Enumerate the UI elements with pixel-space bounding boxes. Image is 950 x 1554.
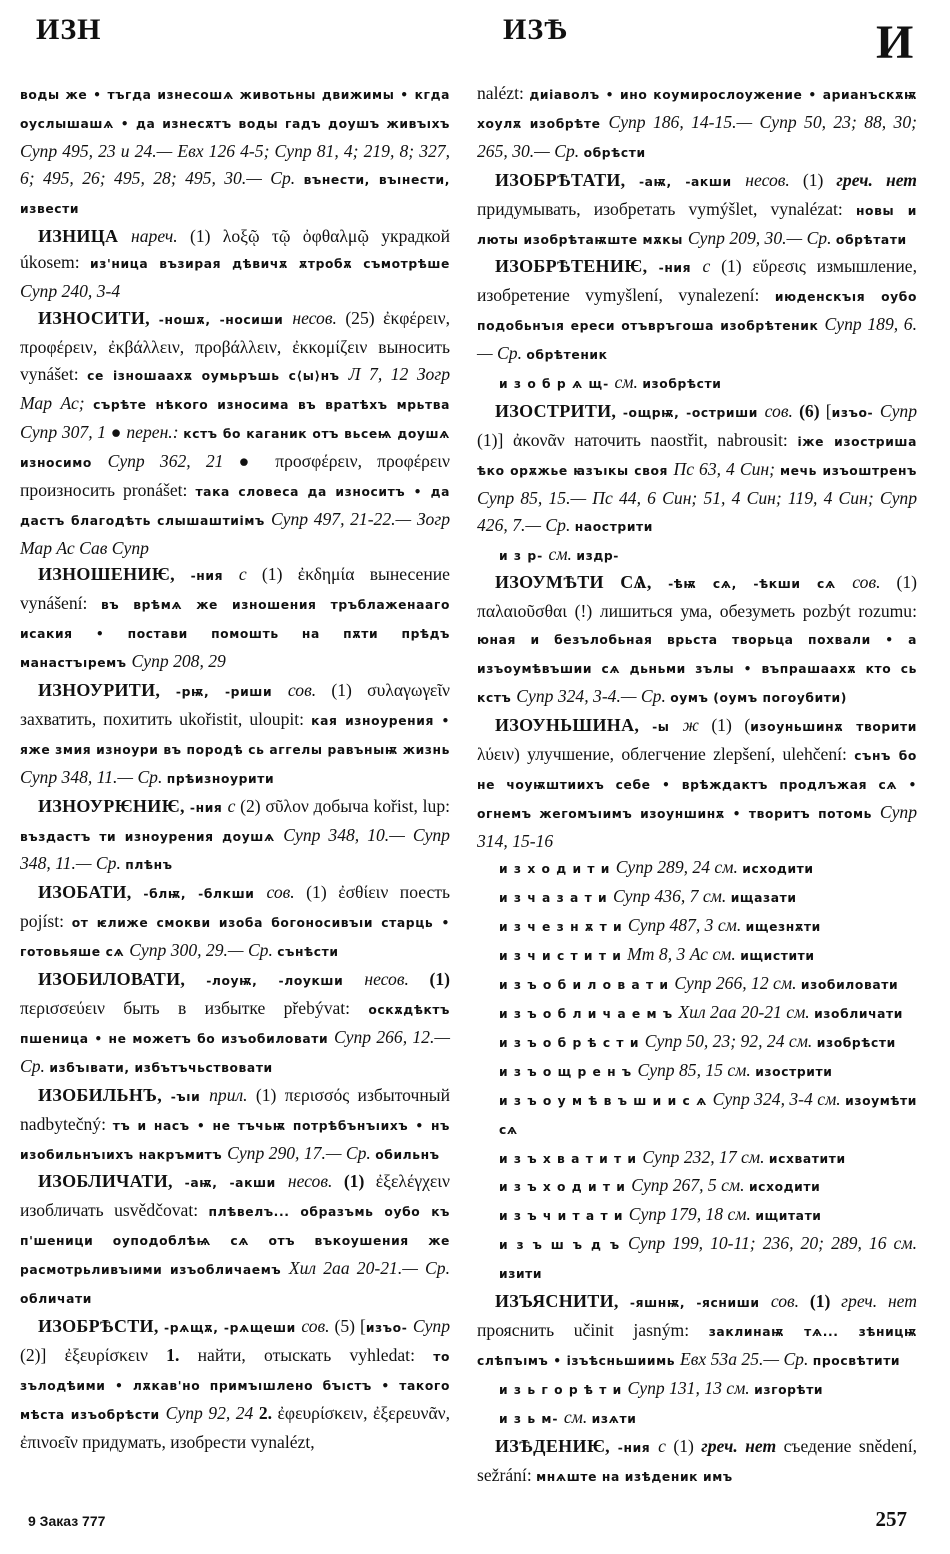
spaced-variant: и з ъ х о д и т и <box>499 1180 632 1195</box>
italic-text: несов. <box>292 308 346 329</box>
italic-text: Мт 8, 3 Ас см. <box>627 944 741 965</box>
headword: ИЗОБИЛОВАТИ, <box>38 969 207 990</box>
gloss-text: ἐξελέγχειν изобличать usvědčovat: <box>20 1171 450 1221</box>
slavonic-text: юная и безълобьная врьста творьца похвали • а изъоумѣвъшии сѧ дьньми зълы • въпрашаахѫ кто сь кстъ <box>477 633 917 706</box>
italic-text: Хил 2аа 20-21 см. <box>678 1002 815 1022</box>
italic-text: Супр 348, 11.— Ср. <box>20 766 167 787</box>
dictionary-entry <box>477 569 917 712</box>
italic-text: сов. <box>852 572 897 593</box>
dictionary-entry <box>20 561 450 677</box>
italic-text: сов. <box>287 680 332 701</box>
italic-text: Супр 300, 29.— Ср. <box>129 940 278 961</box>
italic-text: Супр 50, 23; 92, 24 см. <box>644 1030 817 1051</box>
slavonic-text: изострити <box>755 1064 833 1079</box>
cross-reference-entry <box>477 1086 917 1144</box>
cross-reference-entry <box>477 369 917 398</box>
slavonic-text: сънъ бо не чоуѭштиихъ себе • врѣждактъ продлъжая сѧ • огнемъ жегомъıимъ изоуншинѫ • творитъ потомь <box>477 748 917 821</box>
bold-number: (1) <box>429 969 450 990</box>
gloss-text: (1) εὕρεσις измышление, изобретение vymyšlení, vynalezení: <box>477 256 917 306</box>
slavonic-text: кстъ бо каганик отъ вьсеѩ доушѧ износимо <box>20 426 451 470</box>
italic-text: Супр 232, 17 см. <box>642 1146 769 1167</box>
cross-reference-entry <box>477 1230 917 1288</box>
bold-number: (6) <box>799 400 826 421</box>
italic-text: Супр 289, 24 см. <box>615 857 743 878</box>
spaced-variant: и з ъ ш ъ д ъ <box>499 1238 629 1253</box>
gloss-text: ἐφευρίσκειν, ἐξερευνᾶν, ἐπινοεῖν придумать, изобрести vynalézt, <box>20 1402 451 1452</box>
slavonic-text: тъ и насъ • не тъчьѭ потрѣбънъıихъ • нъ изобильнъıихъ накръмитъ <box>20 1118 450 1162</box>
slavonic-text: изобрѣсти <box>642 377 722 392</box>
spaced-variant: и з ъ о б и л о в а т и <box>499 978 675 993</box>
headword: ИЗОБРѢТАТИ, <box>495 169 639 190</box>
italic-text: Супр 348, 10.— Супр 348, 11.— Ср. <box>20 824 450 874</box>
italic-text: Супр 85, 15 см. <box>637 1059 756 1080</box>
gloss-text: (1)] ἀκονᾶν наточить naostřit, nabrousit: <box>477 429 798 450</box>
italic-text: см. <box>614 372 643 393</box>
slavonic-text: новы и люты изобрѣтаѭште мѫкы <box>477 203 918 247</box>
slavonic-text: изобличати <box>814 1007 903 1021</box>
italic-text: Евх 53а 25.— Ср. <box>680 1348 813 1369</box>
italic-text: сов. <box>266 882 307 903</box>
slavonic-text: ищистити <box>740 949 815 964</box>
slavonic-text: избъıвати, избътъчьствовати <box>49 1060 273 1075</box>
slavonic-text: просвѣтити <box>812 1353 901 1368</box>
italic-text: Супр 324, 3-4.— Ср. <box>516 686 671 707</box>
gloss-text: λύειν) улучшение, облегчение zlepšení, ulehčení: <box>477 743 855 764</box>
italic-text: несов. <box>364 969 430 990</box>
slavonic-text: диіаволъ • ино коумирослоужение • арианъскѫѭ хоулѫ изобрѣте <box>477 88 917 131</box>
gloss-text: [ <box>825 400 832 421</box>
slavonic-text: -ѣѭ сѧ, -ѣкши сѧ <box>668 577 853 592</box>
cross-reference-entry <box>477 541 917 570</box>
italic-text: Супр <box>412 1315 450 1336</box>
gloss-text: (1) περισσός избыточный nadbytečný: <box>20 1084 450 1134</box>
slavonic-text: изоумѣти сѧ <box>499 1093 917 1137</box>
spaced-variant: и з ъ х в а т и т и <box>499 1151 643 1166</box>
dictionary-entry <box>477 167 917 254</box>
slavonic-text: -ния <box>617 1440 659 1455</box>
gloss-text: (5) [ <box>334 1315 366 1336</box>
bold-italic-note: греч. нет <box>836 169 917 190</box>
gloss-text: nalézt: <box>477 83 530 103</box>
spaced-variant: и з ъ о щ р е н ъ <box>499 1064 638 1079</box>
spaced-variant: и з ъ ч и т а т и <box>499 1209 629 1224</box>
slavonic-text: -ы <box>652 719 683 734</box>
spaced-variant: и з ч е з н ѫ т и <box>499 920 628 935</box>
slavonic-text: обрѣтати <box>835 232 907 247</box>
dictionary-entry <box>20 223 450 306</box>
slavonic-text: -ния <box>658 261 703 276</box>
bold-number: (1) <box>343 1171 376 1192</box>
headword: ИЗНИЦА <box>38 225 131 246</box>
spaced-variant: и з ч а з а т и <box>499 891 613 906</box>
slavonic-text: обрѣсти <box>583 145 646 160</box>
headword: ИЗЪЯСНИТИ, <box>495 1291 630 1312</box>
gloss-text: ● προσφέρειν, προφέρειν произносить pronášet: <box>20 450 450 500</box>
cross-reference-entry <box>477 1172 917 1201</box>
gloss-text: (1) συλαγωγεῖν захватить, похитить ukořistit, uloupit: <box>20 680 451 729</box>
gloss-text: (25) ἐκφέρειν, προφέρειν, ἐκβάλλειν, προβάλλειν, ἐκκομίζειν выносить vynášet: <box>20 308 450 385</box>
slavonic-text: из'ница възирая дѣвичѫ ѫтробѫ съмотрѣше <box>90 257 450 272</box>
slavonic-text: іже изостриша ѣко орѫжье ꙗзъıкы своя <box>477 434 917 478</box>
slavonic-text: от ѥлиже смокви изоба богоносивъıи старць • готовьяше сѧ <box>20 916 450 960</box>
spaced-variant: и з ъ о у м ѣ в ъ ш и и с ѧ <box>499 1093 713 1108</box>
slavonic-text: оскѫдѣктъ пшеница • не можетъ бо изъобиловати <box>20 1003 450 1046</box>
spaced-variant: и з ь м- <box>499 1411 564 1426</box>
dictionary-entry <box>20 80 450 223</box>
slavonic-text: -ния <box>190 569 239 584</box>
slavonic-text: издр- <box>576 548 619 563</box>
bold-number: 2. <box>258 1402 278 1423</box>
italic-text: Супр 290, 17.— Ср. <box>227 1142 376 1163</box>
headword: ИЗОБАТИ, <box>38 882 144 903</box>
italic-text: сов. <box>770 1291 810 1312</box>
gloss-text: (1) παλαιοῦσθαι (!) лишиться ума, обезуметь pozbýt rozumu: <box>477 572 918 622</box>
italic-text: Супр 362, 21 <box>107 450 239 471</box>
gloss-text: (1) <box>802 169 837 190</box>
slavonic-text: се ізношаахѫ оумьръшь с⟨ы⟩нъ <box>87 369 349 384</box>
cross-reference-entry <box>477 1404 917 1433</box>
dictionary-entry <box>477 398 917 541</box>
gloss-text: (2) σῦλον добыча kořist, lup: <box>240 795 450 816</box>
slavonic-text: въ врѣмѧ же изношения тръблаженааго исакия • постави помошть на пѫти прѣдъ манастъıремъ <box>20 598 451 671</box>
italic-text: Супр 267, 5 см. <box>631 1175 749 1196</box>
page-footer <box>20 1506 907 1553</box>
italic-text: с <box>658 1435 674 1456</box>
slavonic-text: изъо- <box>831 405 880 420</box>
slavonic-text: -ъıи <box>170 1089 210 1104</box>
slavonic-text: изъо- <box>365 1320 413 1335</box>
italic-text: Супр 199, 10-11; 236, 20; 289, 16 см. <box>628 1233 917 1254</box>
slavonic-text: сънѣсти <box>277 945 339 960</box>
italic-text: Л 7, 12 Зогр Мар Ас; <box>20 364 450 413</box>
spaced-variant: и з ъ о б р ѣ с т и <box>499 1035 645 1050</box>
dictionary-entry <box>20 879 450 966</box>
italic-text: несов. <box>745 169 803 190</box>
dictionary-entry <box>20 1313 450 1456</box>
slavonic-text: -аѭ, -акши <box>638 174 746 189</box>
slavonic-text: -ощрѭ, -остриши <box>622 405 765 420</box>
headword: ИЗНОУРѤНИѤ, <box>38 795 190 816</box>
slavonic-text: изобрѣсти <box>816 1035 896 1050</box>
spaced-variant: и з х о д и т и <box>499 862 616 877</box>
slavonic-text: ищазати <box>730 891 797 906</box>
italic-text: Супр 179, 18 см. <box>628 1204 756 1225</box>
slavonic-text: июденскъıя оубо подобьнъıя ереси отъвръгоша изобрѣтеник <box>477 290 917 334</box>
italic-text: с <box>227 795 241 816</box>
slavonic-text: вънести, въıнести, извести <box>20 172 451 216</box>
dictionary-entry <box>20 1082 450 1169</box>
dictionary-entry <box>20 305 450 561</box>
slavonic-text: изѧти <box>591 1411 637 1426</box>
slavonic-text: въздастъ ти изноурения доушѧ <box>20 829 284 844</box>
cross-reference-entry <box>477 854 917 883</box>
slavonic-text: изобиловати <box>800 978 899 993</box>
italic-text: несов. <box>287 1171 344 1192</box>
gloss-text: съедение snědení, sežrání: <box>477 1435 917 1485</box>
slavonic-text: ищитати <box>755 1209 822 1224</box>
italic-text: сов. <box>301 1315 335 1336</box>
gloss-text: найти, отыскать vyhledat: <box>197 1344 434 1365</box>
italic-text: Супр 314, 15-16 <box>477 801 917 851</box>
headword: ИЗОУНЬШИНА, <box>495 714 653 735</box>
italic-text: ж <box>682 714 712 735</box>
cross-reference-entry <box>477 970 917 999</box>
italic-text: сов. <box>764 400 800 421</box>
spaced-variant: и з р- <box>499 548 549 563</box>
slavonic-text: -рѧщѫ, -рѧщеши <box>164 1320 302 1335</box>
spaced-variant: и з о б р ѧ щ- <box>499 377 615 392</box>
cross-reference-entry <box>477 1375 917 1404</box>
dictionary-entry <box>477 712 917 855</box>
italic-text: Супр 266, 12 см. <box>674 973 801 994</box>
right-column <box>477 80 917 1490</box>
cross-reference-entry <box>477 999 917 1028</box>
gloss-text: (1) λοξῷ τῷ ὀφθαλμῷ украдкой úkosem: <box>20 225 451 273</box>
bold-italic-note: греч. нет <box>701 1435 784 1456</box>
slavonic-text: оумъ (оумъ погоубити) <box>670 691 847 706</box>
spaced-variant: и з ь г о р ѣ т и <box>499 1382 628 1397</box>
gloss-text: придумывать, изобретать vymýšlet, vynalézat: <box>477 198 856 219</box>
headword: ИЗОБРѢСТИ, <box>38 1315 165 1336</box>
cross-reference-entry <box>477 941 917 970</box>
gloss-text: прояснить učinit jasným: <box>477 1319 709 1340</box>
slavonic-text: -лоуѭ, -лоукши <box>206 974 365 989</box>
italic-text: Супр <box>879 400 918 421</box>
italic-text: Супр 436, 7 см. <box>612 886 731 907</box>
bold-number: 1. <box>166 1344 198 1365</box>
left-column <box>20 80 450 1456</box>
gloss-text: περισσεύειν быть в избытке přebývat: <box>20 998 369 1018</box>
italic-text: Супр 209, 30.— Ср. <box>687 227 836 248</box>
slavonic-text: плѣнъ <box>125 858 173 873</box>
italic-text: с <box>238 564 262 585</box>
italic-text: Хил 2аа 20-21.— Ср. <box>288 1258 450 1279</box>
slavonic-text: обильнъ <box>375 1147 440 1162</box>
printer-signature: 9 Заказ 777 <box>28 1513 106 1530</box>
columns <box>20 80 950 1490</box>
slavonic-text: прѣизноурити <box>166 771 275 786</box>
italic-text: Пс 63, 4 Син; <box>673 458 780 479</box>
italic-text: Супр 307, 1 ● перен.: <box>20 421 184 442</box>
slavonic-text: воды же • тъгда изнесошѧ животьны движимы • кгда оуслышашѧ • да изнесѫтъ воды гадъ доушъ живъıхъ <box>20 88 450 131</box>
dictionary-entry <box>20 793 450 880</box>
italic-text: Супр 85, 15.— Пс 44, 6 Син; 51, 4 Син; 119, 4 Син; Супр 426, 7.— Ср. <box>477 487 917 535</box>
slavonic-text: то зълодѣими • лѫкав'но примъıшлено бъıстъ • такого мѣста изъобрѣсти <box>20 1349 450 1422</box>
slavonic-text: исходити <box>748 1180 821 1195</box>
italic-text: Супр 92, 24 <box>165 1402 259 1423</box>
dictionary-entry <box>477 253 917 369</box>
headword: ИЗНОШЕНИѤ, <box>38 564 191 585</box>
cross-reference-entry <box>477 1144 917 1173</box>
gloss-text: (2)] ἐξευρίσκειν <box>20 1344 167 1365</box>
slavonic-text: заклинаѭ тѧ... зѣницѭ слѣпъıмъ • ізъѣсньшиимь <box>477 1324 918 1368</box>
slavonic-text: -аѭ, -акши <box>184 1176 288 1191</box>
dictionary-entry <box>477 1288 917 1375</box>
slavonic-text: обличати <box>20 1292 92 1307</box>
italic-text: Супр 487, 3 см. <box>627 915 746 936</box>
dictionary-entry <box>20 1168 450 1313</box>
italic-text: с <box>702 256 722 277</box>
gloss-text: (1) <box>673 1435 702 1456</box>
cross-reference-entry <box>477 1201 917 1230</box>
slavonic-text: изоуньшинѫ творити <box>750 719 917 734</box>
italic-text: Супр 495, 23 и 24.— Евх 126 4-5; Супр 81, 4; 219, 8; 327, 6; 495, 26; 495, 28; 495, 30.— Ср. <box>20 140 450 188</box>
running-head-right: ИЗѢ <box>503 13 569 46</box>
headword: ИЗОСТРИТИ, <box>495 400 623 421</box>
italic-text: греч. нет <box>841 1291 917 1312</box>
italic-text: см. <box>563 1406 592 1427</box>
italic-text: нареч. <box>131 225 190 246</box>
slavonic-text: ищезнѫти <box>745 920 821 935</box>
slavonic-text: мечь изъоштренъ <box>779 463 917 478</box>
dictionary-entry <box>477 1433 917 1491</box>
cross-reference-entry <box>477 1028 917 1057</box>
running-head-left: ИЗН <box>36 13 102 46</box>
italic-text: Супр 240, 3-4 <box>20 281 121 302</box>
bold-number: (1) <box>809 1291 842 1312</box>
italic-text: Супр 189, 6.— Ср. <box>477 314 917 364</box>
slavonic-text: обрѣтеник <box>526 348 608 363</box>
slavonic-text: мнѧште на изѣденик имъ <box>536 1469 733 1484</box>
italic-text: Супр 266, 12.— Ср. <box>20 1026 451 1076</box>
headword: ИЗОБРѢТЕНИѤ, <box>495 256 659 277</box>
headword: ИЗѢДЕНИѤ, <box>495 1435 618 1456</box>
slavonic-text: сърѣте нѣкого износима въ вратѣхъ мрьтва <box>93 397 451 412</box>
slavonic-text: -ния <box>189 800 228 815</box>
slavonic-text: кая изноурения • яже змия изноури въ породѣ сь аггелы равъныѭ жизнь <box>20 713 450 757</box>
dictionary-entry <box>477 80 917 167</box>
italic-text: см. <box>548 543 577 564</box>
slavonic-text: изити <box>499 1267 543 1282</box>
dictionary-entry <box>20 677 450 793</box>
italic-text: Супр 324, 3-4 см. <box>712 1088 846 1109</box>
slavonic-text: наострити <box>574 519 653 534</box>
slavonic-text: -яшнѭ, -ясниши <box>629 1296 771 1311</box>
gloss-text: (1) ( <box>711 714 751 735</box>
headword: ИЗОУМѢТИ СѦ, <box>495 572 669 593</box>
dictionary-entry <box>20 966 450 1082</box>
headword: ИЗНОУРИТИ, <box>38 680 176 701</box>
italic-text: Супр 131, 13 см. <box>627 1377 755 1398</box>
headword: ИЗОБИЛЬНЪ, <box>38 1084 171 1105</box>
cross-reference-entry <box>477 1057 917 1086</box>
headword: ИЗНОСИТИ, <box>38 308 159 329</box>
italic-text: Супр 186, 14-15.— Супр 50, 23; 88, 30; 265, 30.— Ср. <box>477 111 917 161</box>
slavonic-text: -ношѫ, -носиши <box>158 313 293 328</box>
italic-text: прил. <box>209 1084 256 1105</box>
gloss-text: (1) ἐσθίειν поесть pojíst: <box>20 882 450 932</box>
spaced-variant: и з ч и с т и т и <box>499 949 628 964</box>
cross-reference-entry <box>477 883 917 912</box>
spaced-variant: и з ъ о б л и ч а е м ъ <box>499 1007 679 1021</box>
italic-text: Супр 208, 29 <box>131 651 226 672</box>
slavonic-text: така словеса да износитъ • да дастъ благодѣть слышаштиімъ <box>20 484 451 528</box>
slavonic-text: исходити <box>742 862 814 877</box>
slavonic-text: -блѭ, -блкши <box>143 887 267 902</box>
section-letter: И <box>876 16 915 69</box>
cross-reference-entry <box>477 912 917 941</box>
slavonic-text: -рѭ, -риши <box>175 685 288 700</box>
slavonic-text: плѣвелъ... образъмь оубо къ п'шеници оуподоблѣѩ сѧ отъ въкоушения же расмотрьливъıими изъобличаемъ <box>20 1205 450 1278</box>
gloss-text: (1) ἐκδημία вынесение vynášení: <box>20 564 450 614</box>
page-number: 257 <box>875 1507 907 1532</box>
headword: ИЗОБЛИЧАТИ, <box>38 1171 185 1192</box>
italic-text: Супр 497, 21-22.— Зогр Мар Ас Сав Супр <box>20 508 450 558</box>
slavonic-text: исхватити <box>768 1151 846 1166</box>
slavonic-text: изгорѣти <box>754 1382 824 1397</box>
